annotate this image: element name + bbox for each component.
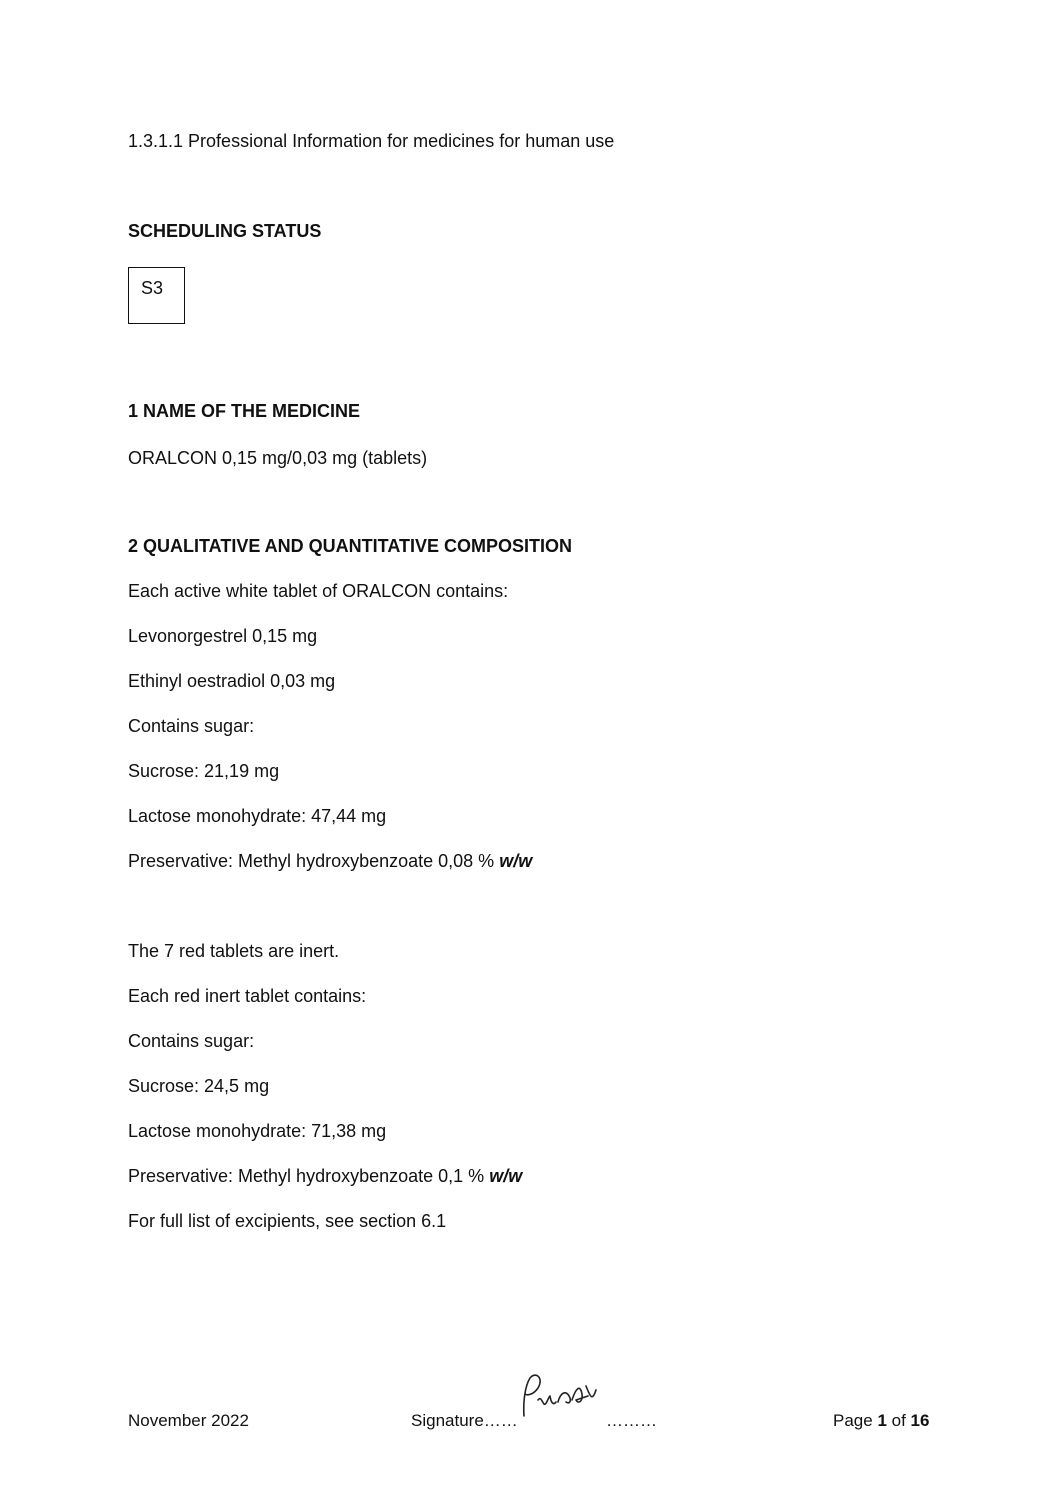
inert-line-lactose: Lactose monohydrate: 71,38 mg [128, 1121, 387, 1141]
inert-preservative-unit: w/w [489, 1166, 523, 1186]
page-label: Page [833, 1411, 878, 1430]
active-intro: Each active white tablet of ORALCON contains: [128, 581, 509, 601]
page-of-label: of [886, 1411, 911, 1430]
active-line-preservative [128, 850, 532, 872]
inert-line-preservative [128, 1165, 522, 1187]
excipients-note: For full list of excipients, see section 6.1 [128, 1211, 447, 1231]
inert-line-sucrose: Sucrose: 24,5 mg [128, 1076, 270, 1096]
scheduling-status-value: S3 [141, 278, 164, 298]
inert-line-sugar: Contains sugar: [128, 1031, 255, 1051]
active-line-ethinyl: Ethinyl oestradiol 0,03 mg [128, 671, 336, 691]
page-current: 1 [877, 1411, 887, 1430]
active-line-sucrose: Sucrose: 21,19 mg [128, 761, 280, 781]
active-line-levonorgestrel: Levonorgestrel 0,15 mg [128, 626, 318, 646]
page-total: 16 [910, 1411, 930, 1430]
signature-image [514, 1372, 600, 1424]
active-preservative-unit: w/w [499, 851, 533, 871]
active-preservative-text: Preservative: Methyl hydroxybenzoate 0,08 % [128, 851, 495, 871]
footer-page-number [833, 1411, 929, 1431]
scheduling-heading: SCHEDULING STATUS [128, 221, 322, 241]
section2-heading: 2 QUALITATIVE AND QUANTITATIVE COMPOSITION [128, 536, 572, 556]
scheduling-status-box [128, 267, 185, 324]
active-line-lactose: Lactose monohydrate: 47,44 mg [128, 806, 387, 826]
active-line-sugar: Contains sugar: [128, 716, 255, 736]
inert-preservative-text: Preservative: Methyl hydroxybenzoate 0,1 % [128, 1166, 485, 1186]
inert-intro: Each red inert tablet contains: [128, 986, 367, 1006]
footer-date: November 2022 [128, 1411, 249, 1430]
section1-heading: 1 NAME OF THE MEDICINE [128, 401, 361, 421]
medicine-name: ORALCON 0,15 mg/0,03 mg (tablets) [128, 448, 428, 468]
footer-signature-trail: ……… [606, 1411, 657, 1430]
footer-signature-label: Signature…… [411, 1411, 518, 1430]
inert-line-red-tablets: The 7 red tablets are inert. [128, 941, 340, 961]
document-header: 1.3.1.1 Professional Information for medicines for human use [128, 131, 615, 151]
